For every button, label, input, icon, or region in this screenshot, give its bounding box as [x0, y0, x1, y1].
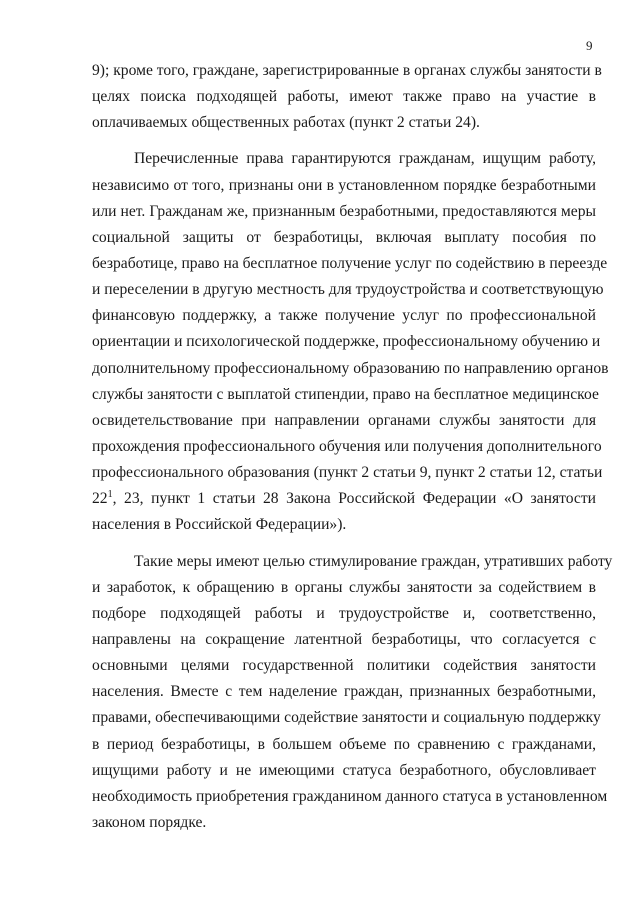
- text-line: финансовую поддержку, а также получение услуг по профессиональной: [92, 307, 596, 325]
- text-line: профессионального образования (пункт 2 статьи 9, пункт 2 статьи 12, статьи: [92, 464, 603, 482]
- text-line: необходимость приобретения гражданином данного статуса в установленном: [92, 787, 608, 805]
- superscript: 1: [107, 489, 113, 501]
- text-line: социальной защиты от безработицы, включая выплату пособия по: [92, 228, 596, 246]
- text-line-with-superscript: [92, 486, 596, 512]
- text-line: законом порядке.: [92, 813, 207, 831]
- text-line: или нет. Гражданам же, признанным безработными, предоставляются меры: [92, 202, 596, 220]
- text-line: в период безработицы, в большем объеме по сравнению с гражданами,: [92, 735, 596, 753]
- text-line: 9); кроме того, граждане, зарегистрированные в органах службы занятости в: [92, 62, 602, 79]
- text-line: и заработок, к обращению в органы службы занятости за содействием в: [92, 578, 596, 596]
- text-line: направлены на сокращение латентной безработицы, что согласуется с: [92, 630, 596, 648]
- text-fragment: , 23, пункт 1 статьи 28 Закона Российской Федерации «О занятости: [112, 490, 596, 508]
- text-line: ищущими работу и не имеющими статуса безработного, обусловливает: [92, 761, 596, 779]
- text-line: основными целями государственной политики содействия занятости: [92, 657, 596, 675]
- paragraph-3: [92, 549, 613, 837]
- text-line: независимо от того, признаны они в установленном порядке безработными: [92, 176, 596, 194]
- text-line: населения в Российской Федерации»).: [92, 516, 347, 534]
- text-line: и переселении в другую местность для трудоустройства и соответствующую: [92, 281, 604, 299]
- text-line: прохождения профессионального обучения или получения дополнительного: [92, 437, 602, 455]
- text-line: населения. Вместе с тем наделение граждан, признанных безработными,: [92, 683, 596, 701]
- text-line: дополнительному профессиональному образованию по направлению органов: [92, 359, 609, 377]
- page-number: 9: [586, 38, 593, 53]
- paragraph-1: [92, 58, 602, 136]
- body-text: [92, 58, 613, 836]
- text-line: подборе подходящей работы и трудоустройстве и, соответственно,: [92, 604, 596, 622]
- text-line: ориентации и психологической поддержке, профессиональному обучению и: [92, 333, 601, 351]
- text-line: освидетельствование при направлении органами службы занятости для: [92, 411, 596, 429]
- paragraph-2: [92, 146, 609, 538]
- text-line: Такие меры имеют целью стимулирование граждан, утративших работу: [134, 552, 613, 570]
- text-line: Перечисленные права гарантируются гражданам, ищущим работу,: [134, 150, 596, 168]
- text-line: безработице, право на бесплатное получение услуг по содействию в переезде: [92, 254, 608, 272]
- law-article-number: 22: [92, 490, 108, 508]
- text-line: оплачиваемых общественных работах (пункт 2 статьи 24).: [92, 114, 480, 132]
- text-line: правами, обеспечивающими содействие занятости и социальную поддержку: [92, 709, 601, 727]
- text-line: службы занятости с выплатой стипендии, право на бесплатное медицинское: [92, 385, 599, 403]
- text-line: целях поиска подходящей работы, имеют также право на участие в: [92, 88, 596, 106]
